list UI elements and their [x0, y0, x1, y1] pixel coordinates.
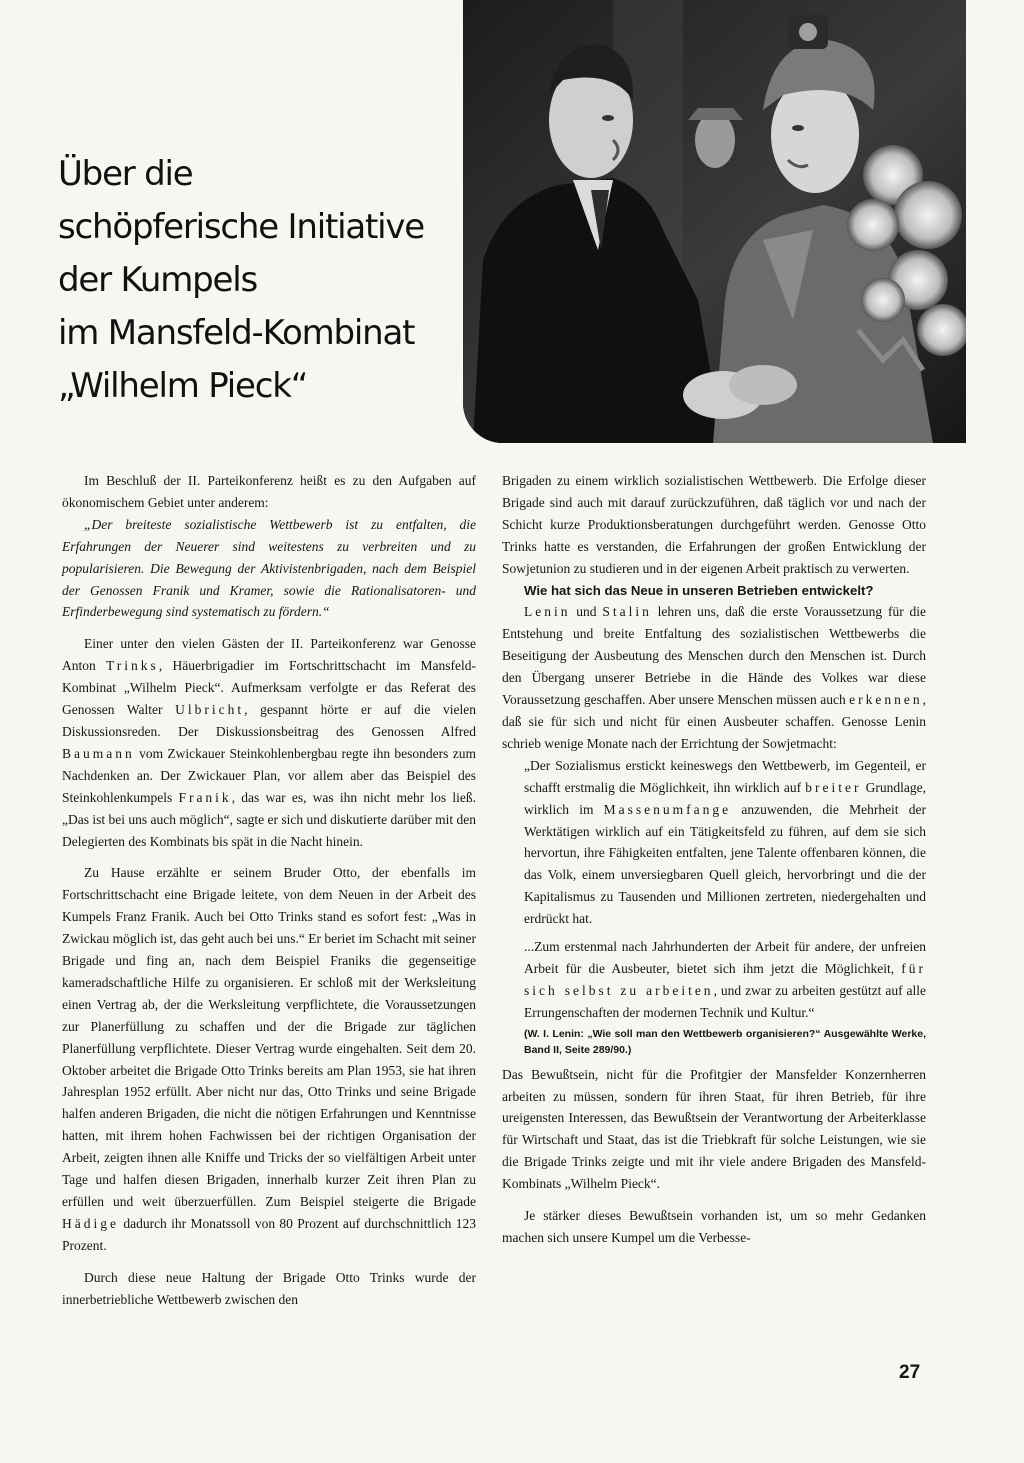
paragraph: Das Bewußtsein, nicht für die Profitgier der Mansfelder Konzernherren arbeiten zu müssen, sondern für ihren Staat, für ihren Betrieb, für ihre ureigensten Interessen, das Bewußtsein der Verantwortung der Arbeiterklasse für Wirtschaft und Staat, das ist die Triebkraft für solche Leistungen, wie sie die Brigade Trinks zeigte und mit ihr viele andere Brigaden des Mansfeld-Kombinats „Wilhelm Pieck“.	[502, 1066, 926, 1192]
lenin-quote	[502, 755, 926, 1024]
title-line: „Wilhelm Pieck“	[58, 366, 308, 406]
text-run: , und zwar zu arbeiten gestützt auf alle Errungenschaften der modernen Technik und Kultur.“	[524, 982, 926, 1020]
spaced-word: erkennen	[849, 692, 923, 708]
spaced-name: Trinks	[106, 658, 159, 674]
spaced-name: Hädige	[62, 1215, 119, 1231]
spaced-name: Lenin	[524, 604, 571, 620]
title-line: Über die	[58, 154, 193, 194]
citation: (W. I. Lenin: „Wie soll man den Wettbewerb organisieren?“ Ausgewählte Werke, Band II, Seite 289/90.)	[524, 1027, 926, 1056]
paragraph	[502, 601, 926, 754]
paragraph	[62, 862, 476, 1256]
text-run: , das war es, was ihn nicht mehr los ließ. „Das ist bei uns auch möglich“, sagte er sich und diskutierte darüber mit den Delegierten des Kombinats bis spät in die Nacht hinein.	[62, 789, 476, 849]
paragraph: Durch diese neue Haltung der Brigade Otto Trinks wurde der innerbetriebliche Wettbewerb zwischen den	[62, 1269, 476, 1307]
text-run: ...Zum erstenmal nach Jahrhunderten der Arbeit für andere, der unfreien Arbeit für die Ausbeuter, bietet sich ihm jetzt die Möglichkeit,	[524, 939, 926, 976]
spaced-word: für sich selbst zu arbeiten	[524, 960, 926, 998]
text-run: lehren uns, daß die erste Voraussetzung für die Entstehung und breite Entfaltung des sozialistischen Wettbewerbs die Beseitigung der Ausbeutung des Menschen durch den Menschen ist. Durch den Übergang unserer Betriebe in die Hände des Volkes war diese Voraussetzung geschaffen. Aber unsere Menschen müssen auch	[502, 604, 927, 708]
spaced-word: Massenumfange	[603, 801, 732, 817]
spaced-name: Franik	[178, 789, 232, 805]
title-line: schöpferische Initiative	[58, 207, 424, 247]
spaced-word: breiter	[805, 779, 862, 795]
right-column	[502, 470, 926, 1249]
text-run: , daß sie für sich und nicht für einen Ausbeuter schaffen. Genosse Lenin schrieb wenige Monate nach der Errichtung der Sowjetmacht:	[502, 692, 926, 751]
quote-paragraph	[524, 936, 926, 1024]
title-line: der Kumpels	[58, 260, 258, 300]
spaced-name: Stalin	[602, 604, 652, 620]
text-run: und	[570, 604, 603, 620]
left-column	[62, 470, 476, 1311]
section-heading: Wie hat sich das Neue in unseren Betrieben entwickelt?	[524, 582, 874, 598]
text-run: vom Zwickauer Steinkohlenbergbau regte ihn besonders zum Nachdenken an. Der Zwickauer Plan, vor allem aber das Beispiel des Steinkohlenkumpels	[62, 745, 476, 805]
text-run: Zu Hause erzählte er seinem Bruder Otto, der ebenfalls im Fortschrittschacht eine Brigade leitete, von dem Neuen in der Arbeit des Kumpels Franz Franik. Auch bei Otto Trinks stand es sofort fest: „Was in Zwickau möglich ist, das geht auch bei uns.“ Er beriet im Schacht mit seiner Brigade und fing an, nach dem Beispiel Franiks die gegenseitige kameradschaftliche Hilfe zu organisieren. Er schloß mit der Werksleitung einen Vertrag ab, der die Werksleitung verpflichtete, die Voraussetzungen zur Planerfüllung zu schaffen und der die Brigade zur täglichen Planerfüllung verpflichtete. Dieser Vertrag wurde eingehalten. Seit dem 20. Oktober arbeitet die Brigade Otto Trinks bereits am Plan 1953, sie hat ihren Jahresplan 1952 erfüllt. Aber nicht nur das, Otto Trinks und seine Brigade halfen anderen Brigaden, die nicht die nötigen Erfahrungen und Kenntnisse hatten, mit ihrem hohen Fachwissen bei der richtigen Organisation der Arbeit, zeigten ihnen alle Kniffe und Tricks der so vielfältigen Arbeit unter Tage und halfen diesen Brigaden, innerhalb kurzer Zeit ihren Plan zu erfüllen und weit überzuerfüllen. Zum Beispiel steigerte die Brigade	[62, 865, 476, 1209]
text-run: , Häuerbrigadier im Fortschrittschacht im Mansfeld-Kombinat „Wilhelm Pieck“. Aufmerksam verfolgte er das Referat des Genossen Walter	[62, 658, 477, 718]
photo-illustration	[463, 0, 966, 443]
text-run: Einer unter den vielen Gästen der II. Parteikonferenz war Genosse Anton	[62, 636, 476, 674]
article-photo	[463, 0, 966, 443]
quoted-resolution: „Der breiteste sozialistische Wettbewerb ist zu entfalten, die Erfahrungen der Neuerer sind weitestens zu verbreiten und zu popularisieren. Die Bewegung der Aktivistenbrigaden, nach dem Beispiel der Genossen Franik und Kramer, sowie die Rationalisatoren- und Erfinderbewegung sind systematisch zu fördern.“	[62, 516, 476, 620]
paragraph: Im Beschluß der II. Parteikonferenz heißt es zu den Aufgaben auf ökonomischem Gebiet unter anderem:	[62, 473, 476, 510]
page-number: 27	[899, 1362, 921, 1383]
text-run: , gespannt hörte er auf die vielen Diskussionsreden. Der Diskussionsbeitrag des Genossen Alfred	[62, 702, 476, 739]
spaced-name: Baumann	[62, 745, 135, 761]
title-line: im Mansfeld-Kombinat	[58, 313, 415, 353]
spaced-name: Ulbricht	[175, 702, 245, 718]
paragraph: Je stärker dieses Bewußtsein vorhanden ist, um so mehr Gedanken machen sich unsere Kumpel um die Verbesse-	[502, 1208, 926, 1245]
text-run: Grundlage, wirklich im	[524, 779, 926, 817]
text-run: dadurch ihr Monatssoll von 80 Prozent auf durchschnittlich 123 Prozent.	[62, 1215, 476, 1253]
quote-paragraph	[524, 755, 926, 930]
paragraph: Brigaden zu einem wirklich sozialistischen Wettbewerb. Die Erfolge dieser Brigade sind auch mit darauf zurückzuführen, daß täglich vor und nach der Schicht kurze Produktionsberatungen durchgeführt werden. Genosse Otto Trinks hatte es verstanden, die Erfahrungen der großen Entwicklung der Sowjetunion zu studieren und in der eigenen Arbeit praktisch zu verwerten.	[502, 473, 926, 576]
text-run: anzuwenden, die Mehrheit der Werktätigen wirklich auf ein Tätigkeitsfeld zu führen, auf dem sie sich hervortun, ihre Fähigkeiten entfalten, jene Talente offenbaren können, die das Volk, einem unversiegbaren Quell gleich, hervorbringt und die der Kapitalismus zu Tausenden und Millionen zertreten, niedergehalten und erdrückt hat.	[524, 801, 926, 927]
paragraph	[62, 633, 476, 852]
text-run: „Der Sozialismus erstickt keineswegs den Wettbewerb, im Gegenteil, er schafft erstmalig die Möglichkeit, ihn wirklich auf	[524, 757, 926, 795]
article-title	[58, 148, 458, 413]
